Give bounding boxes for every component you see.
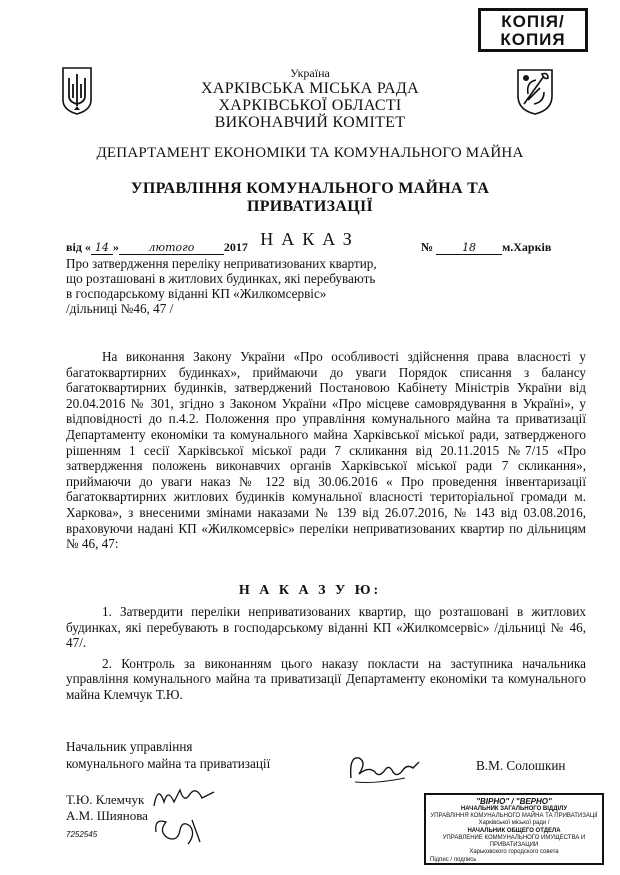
true-stamp-line: Харьковского городского совета	[469, 849, 559, 856]
department-label: ДЕПАРТАМЕНТ ЕКОНОМІКИ ТА КОМУНАЛЬНОГО МАЙНА	[96, 145, 524, 161]
subject-line: в господарському віданні КП «Жилкомсервіс»	[66, 286, 327, 301]
handwritten-signature	[345, 748, 425, 788]
date-year: 2017	[223, 240, 248, 254]
signature-title	[66, 738, 366, 772]
subject-line: /дільниці №46, 47 /	[66, 301, 174, 316]
true-copy-stamp	[424, 793, 604, 865]
order-number-block	[421, 240, 551, 255]
true-stamp-line: Харківської міської ради /	[478, 820, 550, 827]
order-number: 18	[436, 241, 502, 255]
management-title-line2: ПРИВАТИЗАЦІЇ	[246, 198, 374, 215]
handwritten-initials-2	[150, 812, 210, 852]
prepared-by	[66, 792, 148, 824]
true-stamp-line: УПРАВЛІННЯ КОМУНАЛЬНОГО МАЙНА ТА ПРИВАТИЗАЦІЇ	[430, 813, 598, 820]
signer-title-line1: Начальник управління	[66, 739, 193, 754]
date-month: лютого	[119, 241, 224, 255]
committee-label: ВИКОНАВЧИЙ КОМІТЕТ	[214, 114, 406, 131]
date-number-line	[66, 240, 586, 255]
document-header	[0, 66, 620, 250]
country-label: Україна	[290, 66, 330, 80]
date-day: 14	[91, 241, 113, 255]
copy-stamp-line1: КОПІЯ/	[501, 12, 565, 31]
order-heading: Н А К А З У Ю:	[238, 583, 382, 598]
city-label: м.Харків	[502, 240, 552, 254]
date-mid: »	[112, 240, 119, 254]
copy-stamp-line2: КОПИЯ	[500, 30, 566, 49]
prepared-person-1: Т.Ю. Клемчук	[66, 792, 145, 807]
document-code: 7252545	[66, 830, 98, 839]
true-stamp-line: УПРАВЛЕНИЕ КОММУНАЛЬНОГО ИМУЩЕСТВА И ПРИВАТИЗАЦИИ	[442, 834, 586, 849]
true-stamp-line: НАЧАЛЬНИК ОБЩЕГО ОТДЕЛА	[467, 827, 561, 834]
prepared-person-2: А.М. Шиянова	[66, 808, 148, 823]
true-stamp-title: "ВІРНО" / "ВЕРНО"	[476, 797, 552, 806]
order-subject	[66, 256, 396, 316]
preamble-paragraph: На виконання Закону України «Про особливості здійснення права власності у багатоквартирних будинках», приймаючи до уваги Порядок списання з балансу багатоквартирних будинків, затверджений Постановою Кабінету Міністрів України від 20.04.2016 № 301, згідно з Законом України «Про місцеве самоврядування в Україні», у відповідності до п.4.2. Положення про управління комунального майна та приватизації Департаменту економіки та комунального майна Харківської міської ради, затвердженого рішенням 1 сесії Харківської міської ради 7 скликання від 20.11.2015 №7/15 «Про затвердження положень виконавчих органів Харківської міської ради 7 скликання», приймаючи до уваги наказ № 122 від 30.06.2016 « Про проведення інвентаризації багатоквартирних житлових будинків комунальної власності територіальної громади м. Харкова», з внесеними змінами наказами № 139 від 26.07.2016, № 143 від 03.08.2016, враховуючи надані КП «Жилкомсервіс» переліки неприватизованих квартир по дільницям № 46, 47:	[66, 349, 586, 552]
handwritten-initials-1	[150, 782, 220, 812]
management-title-line1: УПРАВЛІННЯ КОМУНАЛЬНОГО МАЙНА ТА	[130, 180, 490, 197]
document-type-title: НАКАЗ	[260, 229, 360, 249]
order-items	[66, 604, 586, 708]
number-label: №	[421, 240, 434, 254]
signer-title-line2: комунального майна та приватизації	[66, 756, 271, 771]
subject-line: Про затвердження переліку неприватизованих квартир,	[66, 256, 377, 271]
order-item-2: 2. Контроль за виконанням цього наказу покласти на заступника начальника управління комунального майна та приватизації Департаменту економіки та комунального майна Клемчук Т.Ю.	[66, 655, 586, 702]
true-stamp-signature-label: Підпис / подпись	[430, 857, 477, 864]
order-item-1: 1. Затвердити переліки неприватизованих квартир, що розташовані в житлових будинках, які перебувають в господарському віданні КП «Жилкомсервіс» /дільниці № 46, 47/.	[66, 604, 586, 651]
council-label: ХАРКІВСЬКА МІСЬКА РАДА	[201, 80, 419, 97]
date-prefix: від «	[66, 240, 91, 254]
region-label: ХАРКІВСЬКОЇ ОБЛАСТІ	[218, 97, 402, 114]
subject-line: що розташовані в житлових будинках, які перебувають	[66, 271, 376, 286]
signer-name: В.М. Солошкин	[476, 758, 566, 773]
copy-stamp	[478, 8, 588, 52]
true-stamp-line: НАЧАЛЬНИК ЗАГАЛЬНОГО ВІДДІЛУ	[460, 806, 568, 812]
